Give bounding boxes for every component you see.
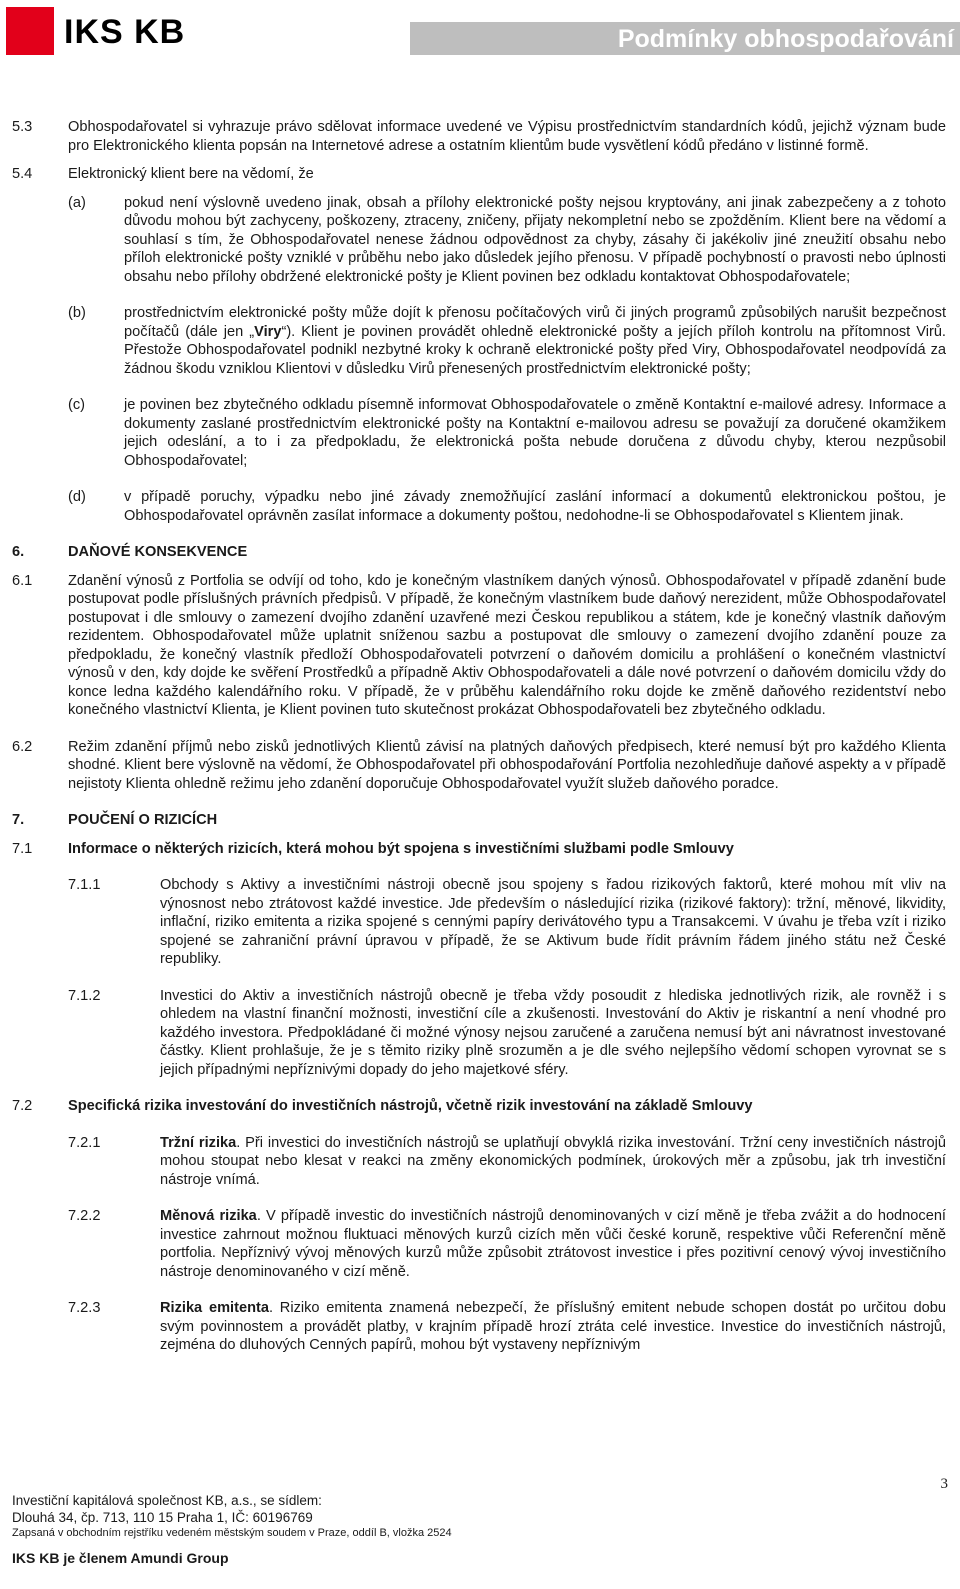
lead-term: Rizika emitenta xyxy=(160,1300,269,1316)
heading-section-7-2 xyxy=(12,1097,946,1116)
section-number: 7.2.1 xyxy=(68,1134,101,1151)
section-6-2 xyxy=(12,738,946,794)
section-7-1-2 xyxy=(12,987,946,1080)
section-5-4 xyxy=(12,165,946,184)
paragraph-text: Tržní rizika. Při investici do investičních nástrojů se uplatňují obvyklá rizika investování. Tržní ceny investičních nástrojů mohou stoupat nebo klesat v reakci na změny ekonomických podmínek, úrokových měr a způsobu, jak trh investiční nástroje vnímá. xyxy=(160,1134,947,1188)
document-title: Podmínky obhospodařování xyxy=(617,25,954,53)
lead-term: Tržní rizika xyxy=(160,1134,237,1151)
footer-address: Dlouhá 34, čp. 713, 110 15 Praha 1, IČ: 60196769 xyxy=(12,1510,313,1525)
paragraph-text: Rizika emitenta. Riziko emitenta znamená nebezpečí, že příslušný emitent nebude schopen dostát po určitou dobu svým povinnostem a provádět platby, v krajním případě hrozí ztráta celé investice. Investice do investičních nástrojů, zejména do dluhových Cenných papírů, mohou být vystaveny nepříznivým xyxy=(160,1300,946,1353)
logo-mark xyxy=(6,7,54,55)
item-letter: (d) xyxy=(68,489,86,505)
section-number: 7.1.2 xyxy=(68,987,101,1004)
item-letter: (a) xyxy=(68,194,86,211)
defined-term: Viry xyxy=(254,323,282,340)
item-5-4-b xyxy=(12,304,946,378)
heading-text: DAŇOVÉ KONSEKVENCE xyxy=(68,544,248,560)
heading-section-6 xyxy=(12,543,946,562)
section-7-2-1 xyxy=(12,1134,946,1190)
footer-company: Investiční kapitálová společnost KB, a.s., se sídlem: xyxy=(12,1493,322,1508)
item-5-4-d xyxy=(12,488,946,525)
paragraph-text: Elektronický klient bere na vědomí, že xyxy=(68,166,314,182)
paragraph-text: Investici do Aktiv a investičních nástrojů obecně je třeba vždy posoudit z hlediska jednotlivých rizik, ale rovněž i s ohledem na vlastní finanční možnosti, investiční cíle a zkušenosti. Investování do Aktiv je riskantní a není vhodné pro každého investora. Předpokládané či možné výnosy nejsou zaručené a zaručena nemusí být ani návratnost investované částky. Klient prohlašuje, že je s těmito riziky plně srozuměn a je dle svého nejlepšího vědomí schopen vyrovnat se s jejich případnými nepříznivými dopady do jeho majetkové sféry. xyxy=(160,987,946,1078)
logo-text: IKS KB xyxy=(64,13,186,51)
footer-registration: Zapsaná v obchodním rejstříku vedeném městským soudem v Praze, oddíl B, vložka 2524 xyxy=(12,1527,452,1539)
heading-section-7-1 xyxy=(12,840,946,859)
item-letter: (b) xyxy=(68,305,86,321)
heading-text: POUČENÍ O RIZICÍCH xyxy=(68,812,218,828)
item-5-4-a xyxy=(12,194,946,287)
section-number: 7. xyxy=(12,812,25,828)
section-number: 7.1.1 xyxy=(68,877,101,893)
section-number: 6.1 xyxy=(12,572,33,589)
paragraph-text: prostřednictvím elektronické pošty může dojít k přenosu počítačových virů či jiných programů způsobilých narušit bezpečnost počítačů (dále jen „Viry“). Klient je povinen provádět ohledně elektronické pošty a jejích příloh kontrolu na přítomnost Virů. Přestože Obhospodařovatel podnikl nezbytné kroky k ochraně elektronické pošty před Viry, Obhospodařovatel neodpovídá za žádnou škodu vzniklou Klientovi v důsledku Virů přenesených prostřednictvím elektronické pošty; xyxy=(124,305,946,377)
section-number: 5.4 xyxy=(12,166,33,182)
section-number: 7.2 xyxy=(12,1098,33,1114)
paragraph-text: Měnová rizika. V případě investic do investičních nástrojů denominovaných v cizí měně je třeba zvážit a do hodnocení investice zahrnout možnou fluktuaci měnových kurzů cizích měn vůči české koruně, respektive vůči Referenční měně portfolia. Nepříznivý vývoj měnových kurzů může způsobit ztrátovost investice i přes pozitivní cenový vývoj investičního nástroje denominovaného v cizí měně. xyxy=(160,1208,946,1280)
paragraph-text: je povinen bez zbytečného odkladu písemně informovat Obhospodařovatele o změně Kontaktní e-mailové adresy. Informace a dokumenty zaslané prostřednictvím elektronické pošty na Kontaktní e-mailovou adresu se považují za doručené okamžikem jejich odeslání, a to i za předpokladu, že elektronická pošta nebude doručena z důvodu chyby, kterou nezpůsobil Obhospodařovatel; xyxy=(124,397,946,469)
section-number: 6.2 xyxy=(12,738,33,755)
section-number: 7.2.3 xyxy=(68,1300,101,1316)
paragraph-text: Obhospodařovatel si vyhrazuje právo sdělovat informace uvedené ve Výpisu prostřednictvím standardních kódů, jejichž význam bude pro Elektronického klienta popsán na Internetové adrese a ostatním klientům bude vysvětlení kódů předáno v listinné formě. xyxy=(68,119,946,154)
section-7-2-2 xyxy=(12,1207,946,1281)
section-7-2-3 xyxy=(12,1299,946,1355)
paragraph-text: Zdanění výnosů z Portfolia se odvíjí od toho, kdo je konečným vlastníkem daných výnosů. Obhospodařovatel v případě zdanění bude postupovat podle příslušných právních předpisů. V případě, že konečným vlastníkem bude daňový nerezident, může Obhospodařovatel postupovat i dle smlouvy o zamezení dvojího zdanění uzavřené mezi Českou republikou a státem, kde je konečný vlastník daňovým rezidentem. Obhospodařovatel může uplatnit sníženou sazbu a postupovat dle smlouvy o zamezení dvojího zdanění pouze za předpokladu, že konečný vlastník předloží Obhospodařovateli potvrzení o daňovém domicilu a prohlášení o konečném vlastnictví výnosů v den, kdy dojde ke svěření Prostředků a případně Aktiv Obhospodařovateli a dále nové potvrzení o daňovém domicilu vždy do konce ledna každého kalendářního roku. V případě, že v průběhu kalendářního roku dojde ke změně daňového rezidentství nebo konečného vlastnictví Klienta, je Klient povinen tuto skutečnost prokázat Obhospodařovateli bez zbytečného odkladu. xyxy=(68,572,946,718)
section-number: 7.1 xyxy=(12,840,33,857)
heading-text: Specifická rizika investování do investičních nástrojů, včetně rizik investování na základě Smlouvy xyxy=(68,1098,753,1114)
item-letter: (c) xyxy=(68,397,86,413)
footer-group-note: IKS KB je členem Amundi Group xyxy=(12,1550,229,1566)
section-number: 7.2.2 xyxy=(68,1208,101,1224)
section-number: 5.3 xyxy=(12,119,33,135)
document-body xyxy=(12,118,946,1355)
section-6-1 xyxy=(12,572,946,720)
paragraph-text: pokud není výslovně uvedeno jinak, obsah a přílohy elektronické pošty nejsou kryptovány, ani jinak zabezpečeny a z tohoto důvodu mohou být zachyceny, poškozeny, ztraceny, zničeny, přijaty nekompletní nebo se zpožděním. Klient bere na vědomí a souhlasí s tím, že Obhospodařovatel nenese žádnou odpovědnost za chyby, zásahy či jakékoliv jiné zneužití obsahu nebo příloh elektronické pošty vzniklé v průběhu nebo jako důsledek jejího přenosu. V případě pochybností o pravosti nebo úplnosti obsahu nebo přílohy obdržené elektronické pošty je Klient povinen bez odkladu kontaktovat Obhospodařovatele; xyxy=(124,194,946,285)
paragraph-text: v případě poruchy, výpadku nebo jiné závady znemožňující zaslání informací a dokumentů elektronickou poštou, je Obhospodařovatel oprávněn zasílat informace a dokumenty poštou, nedohodne-li se Obhospodařovatel s Klientem jinak. xyxy=(124,489,946,524)
page-number: 3 xyxy=(940,1476,948,1492)
section-7-1-1 xyxy=(12,876,946,969)
page-footer xyxy=(12,1492,452,1567)
header-title-bar xyxy=(410,22,960,55)
paragraph-text: Obchody s Aktivy a investičními nástroji obecně jsou spojeny s řadou rizikových faktorů, které mohou mít vliv na výnosnost nebo ztrátovost každé investice. Jde především o následující rizika (rizikové faktory): tržní, měnové, likvidity, inflační, riziko emitenta a rizika spojené s cennými papíry derivátového typu a Transakcemi. V úvahu je třeba vzít i riziko spojené se zahraniční právní úpravou v případě, že se Aktivum bude řídit právním řádem jiného státu než České republiky. xyxy=(160,877,946,967)
heading-section-7 xyxy=(12,811,946,830)
heading-text: Informace o některých rizicích, která mohou být spojena s investičními službami podle Smlouvy xyxy=(68,840,734,857)
item-5-4-c xyxy=(12,396,946,470)
lead-term: Měnová rizika xyxy=(160,1208,257,1224)
paragraph-text: Režim zdanění příjmů nebo zisků jednotlivých Klientů závisí na platných daňových předpisech, které nemusí být pro každého Klienta shodné. Klient bere výslovně na vědomí, že Obhospodařovatel při obhospodařování Portfolia nezohledňuje daňové aspekty a v případě nejistoty Klienta ohledně režimu jeho zdanění doporučuje Obhospodařovatel využít služeb daňového poradce. xyxy=(68,738,946,792)
section-number: 6. xyxy=(12,544,25,560)
section-5-3 xyxy=(12,118,946,155)
